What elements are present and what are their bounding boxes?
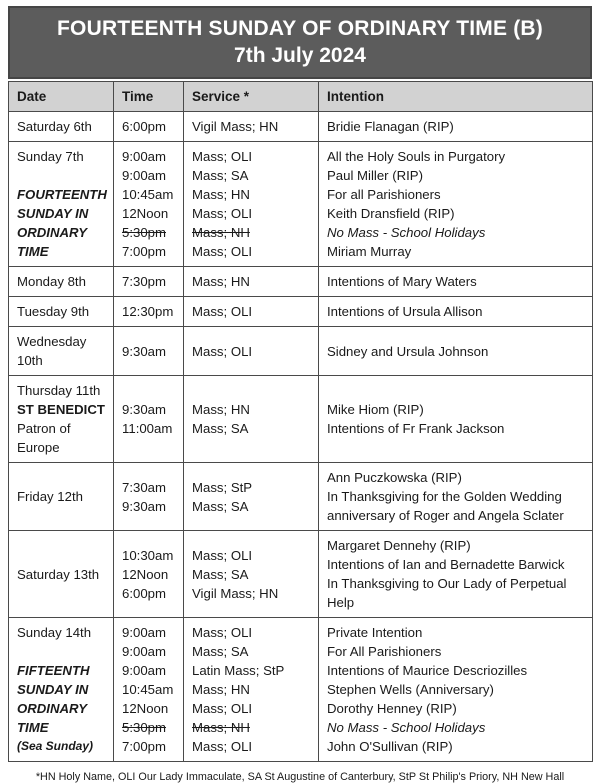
time-cell	[114, 618, 184, 762]
intention-cell-line: Intentions of Fr Frank Jackson	[327, 421, 505, 436]
date-cell	[9, 267, 114, 297]
time-cell-line: 6:00pm	[122, 585, 166, 601]
service-cell-line: Mass; SA	[192, 566, 249, 582]
service-cell-line: Mass; SA	[192, 168, 249, 183]
service-cell-line: Mass; SA	[192, 498, 249, 514]
service-cell-line: Mass; HN	[192, 187, 250, 202]
date-cell-line: (Sea Sunday)	[17, 739, 94, 753]
time-cell-line: 9:00am	[122, 168, 166, 183]
date-cell-line: Saturday 13th	[17, 566, 100, 582]
service-cell-line: Mass; OLI	[192, 244, 253, 259]
service-cell-line: Mass; HN	[192, 402, 250, 417]
intention-cell	[319, 463, 593, 531]
intention-cell	[319, 297, 593, 327]
service-cell-line: Mass; OLI	[192, 547, 253, 563]
intention-cell-line: John O'Sullivan (RIP)	[327, 739, 453, 754]
date-cell-line: ORDINARY	[17, 225, 88, 240]
time-cell-line: 7:30am	[122, 479, 166, 495]
date-cell-line: Thursday 11th	[17, 383, 101, 398]
banner-date: 7th July 2024	[234, 44, 366, 67]
date-cell	[9, 618, 114, 762]
table-row	[9, 531, 593, 618]
intention-cell-line: All the Holy Souls in Purgatory	[327, 149, 506, 164]
service-cell-line: Mass; OLI	[192, 343, 253, 359]
intention-cell-line: In Thanksgiving for the Golden Wedding anniversary of Roger and Angela Sclater	[327, 489, 564, 523]
service-cell	[184, 297, 319, 327]
intention-cell-line: Paul Miller (RIP)	[327, 168, 423, 183]
service-cell-line: Mass; StP	[192, 479, 253, 495]
service-cell-line: Mass; SA	[192, 421, 249, 436]
time-cell-line: 10:30am	[122, 547, 174, 563]
date-cell-line: Friday 12th	[17, 489, 83, 504]
service-cell	[184, 463, 319, 531]
service-cell	[184, 376, 319, 463]
intention-cell	[319, 142, 593, 267]
service-cell	[184, 327, 319, 376]
table-row	[9, 618, 593, 762]
service-cell-line: Latin Mass; StP	[192, 663, 285, 678]
table-row	[9, 463, 593, 531]
intention-cell-line: For All Parishioners	[327, 644, 442, 659]
time-cell-line: 9:00am	[122, 625, 166, 640]
date-cell-line: SUNDAY IN	[17, 682, 89, 697]
time-cell-line: 12Noon	[122, 701, 169, 716]
intention-cell-line: Keith Dransfield (RIP)	[327, 206, 455, 221]
time-cell-line: 9:00am	[122, 149, 166, 164]
date-cell	[9, 327, 114, 376]
time-cell-line: 11:00am	[122, 421, 173, 436]
intention-cell-line: Stephen Wells (Anniversary)	[327, 682, 494, 697]
date-cell	[9, 376, 114, 463]
banner	[8, 6, 592, 79]
newsletter-sheet	[8, 6, 592, 783]
date-cell-line: Sunday 14th	[17, 625, 92, 640]
service-cell-line: Mass; NH	[192, 225, 250, 240]
date-cell	[9, 463, 114, 531]
time-cell	[114, 531, 184, 618]
date-cell	[9, 531, 114, 618]
table-row	[9, 142, 593, 267]
service-cell-line: Mass; SA	[192, 644, 249, 659]
intention-cell	[319, 531, 593, 618]
intention-cell	[319, 112, 593, 142]
time-cell-line: 5:30pm	[122, 225, 166, 240]
intention-cell-line: No Mass - School Holidays	[327, 225, 486, 240]
time-cell-line: 7:00pm	[122, 244, 166, 259]
service-cell	[184, 142, 319, 267]
column-header-intention: Intention	[319, 82, 593, 112]
date-cell-line: FOURTEENTH	[17, 187, 107, 202]
intention-cell-line: Ann Puczkowska (RIP)	[327, 470, 462, 485]
service-cell-line: Vigil Mass; HN	[192, 119, 279, 134]
service-cell	[184, 531, 319, 618]
mass-schedule-table	[8, 81, 593, 762]
service-cell-line: Vigil Mass; HN	[192, 585, 279, 601]
table-row	[9, 112, 593, 142]
intention-cell-line: Mike Hiom (RIP)	[327, 402, 424, 417]
time-cell-line: 5:30pm	[122, 720, 166, 735]
intention-cell-line: Intentions of Ursula Allison	[327, 304, 483, 319]
table-row	[9, 376, 593, 463]
service-cell-line: Mass; OLI	[192, 304, 253, 319]
intention-cell-line: Bridie Flanagan (RIP)	[327, 119, 454, 134]
service-cell	[184, 112, 319, 142]
time-cell-line: 12:30pm	[122, 304, 174, 319]
time-cell-line: 12Noon	[122, 206, 169, 221]
time-cell-line: 10:45am	[122, 187, 174, 202]
time-cell-line: 9:00am	[122, 644, 166, 659]
intention-cell-line: Sidney and Ursula Johnson	[327, 343, 489, 359]
intention-cell-line: Intentions of Ian and Bernadette Barwick	[327, 557, 565, 572]
time-cell-line: 12Noon	[122, 566, 169, 582]
time-cell	[114, 327, 184, 376]
time-cell-line: 7:00pm	[122, 739, 166, 754]
date-cell-line: FIFTEENTH	[17, 663, 90, 678]
intention-cell-line: No Mass - School Holidays	[327, 720, 486, 735]
intention-cell-line: Intentions of Maurice Descriozilles	[327, 663, 528, 678]
intention-cell	[319, 327, 593, 376]
service-cell-line: Mass; HN	[192, 274, 250, 289]
service-cell-line: Mass; OLI	[192, 149, 253, 164]
table-row	[9, 297, 593, 327]
date-cell-line: Tuesday 9th	[17, 304, 90, 319]
service-cell-line: Mass; OLI	[192, 739, 253, 754]
intention-cell	[319, 267, 593, 297]
intention-cell-line: Miriam Murray	[327, 244, 412, 259]
date-cell-line: Europe	[17, 440, 60, 455]
date-cell-line: ST BENEDICT	[17, 402, 105, 417]
time-cell-line: 9:30am	[122, 343, 166, 359]
intention-cell-line: Dorothy Henney (RIP)	[327, 701, 457, 716]
abbreviation-key: *HN Holy Name, OLI Our Lady Immaculate, SA St Augustine of Canterbury, StP St Philip's Priory, NH New Hall	[35, 771, 565, 783]
column-header-date: Date	[9, 82, 114, 112]
time-cell	[114, 142, 184, 267]
schedule-body	[9, 112, 593, 762]
service-cell-line: Mass; NH	[192, 720, 250, 735]
time-cell-line: 9:30am	[122, 498, 166, 514]
intention-cell-line: In Thanksgiving to Our Lady of Perpetual Help	[327, 576, 567, 610]
time-cell-line: 10:45am	[122, 682, 174, 697]
service-cell-line: Mass; OLI	[192, 701, 253, 716]
banner-title: FOURTEENTH SUNDAY OF ORDINARY TIME (B)	[57, 17, 543, 40]
table-header-row	[9, 82, 593, 112]
date-cell-line: Saturday 6th	[17, 119, 92, 134]
time-cell	[114, 463, 184, 531]
column-header-service: Service *	[184, 82, 319, 112]
date-cell	[9, 112, 114, 142]
date-cell-line: ORDINARY	[17, 701, 88, 716]
time-cell-line: 9:30am	[122, 402, 166, 417]
service-cell-line: Mass; OLI	[192, 206, 253, 221]
date-cell-line: Monday 8th	[17, 274, 86, 289]
service-cell-line: Mass; OLI	[192, 625, 253, 640]
service-cell	[184, 618, 319, 762]
date-cell-line	[17, 166, 105, 185]
time-cell	[114, 267, 184, 297]
date-cell	[9, 297, 114, 327]
table-row	[9, 267, 593, 297]
time-cell-line: 7:30pm	[122, 274, 166, 289]
intention-cell-line: Margaret Dennehy (RIP)	[327, 538, 471, 553]
date-cell-line: Patron of	[17, 421, 71, 436]
date-cell	[9, 142, 114, 267]
time-cell-line: 9:00am	[122, 663, 166, 678]
intention-cell-line: Intentions of Mary Waters	[327, 274, 477, 289]
date-cell-line	[17, 642, 105, 661]
intention-cell	[319, 376, 593, 463]
column-header-time: Time	[114, 82, 184, 112]
time-cell	[114, 376, 184, 463]
date-cell-line: Wednesday 10th	[17, 334, 87, 368]
table-row	[9, 327, 593, 376]
time-cell	[114, 112, 184, 142]
date-cell-line: TIME	[17, 720, 49, 735]
date-cell-line: Sunday 7th	[17, 149, 84, 164]
time-cell	[114, 297, 184, 327]
date-cell-line: TIME	[17, 244, 49, 259]
intention-cell-line: For all Parishioners	[327, 187, 441, 202]
date-cell-line: SUNDAY IN	[17, 206, 89, 221]
time-cell-line: 6:00pm	[122, 119, 166, 134]
service-cell-line: Mass; HN	[192, 682, 250, 697]
service-cell	[184, 267, 319, 297]
intention-cell-line: Private Intention	[327, 625, 423, 640]
intention-cell	[319, 618, 593, 762]
